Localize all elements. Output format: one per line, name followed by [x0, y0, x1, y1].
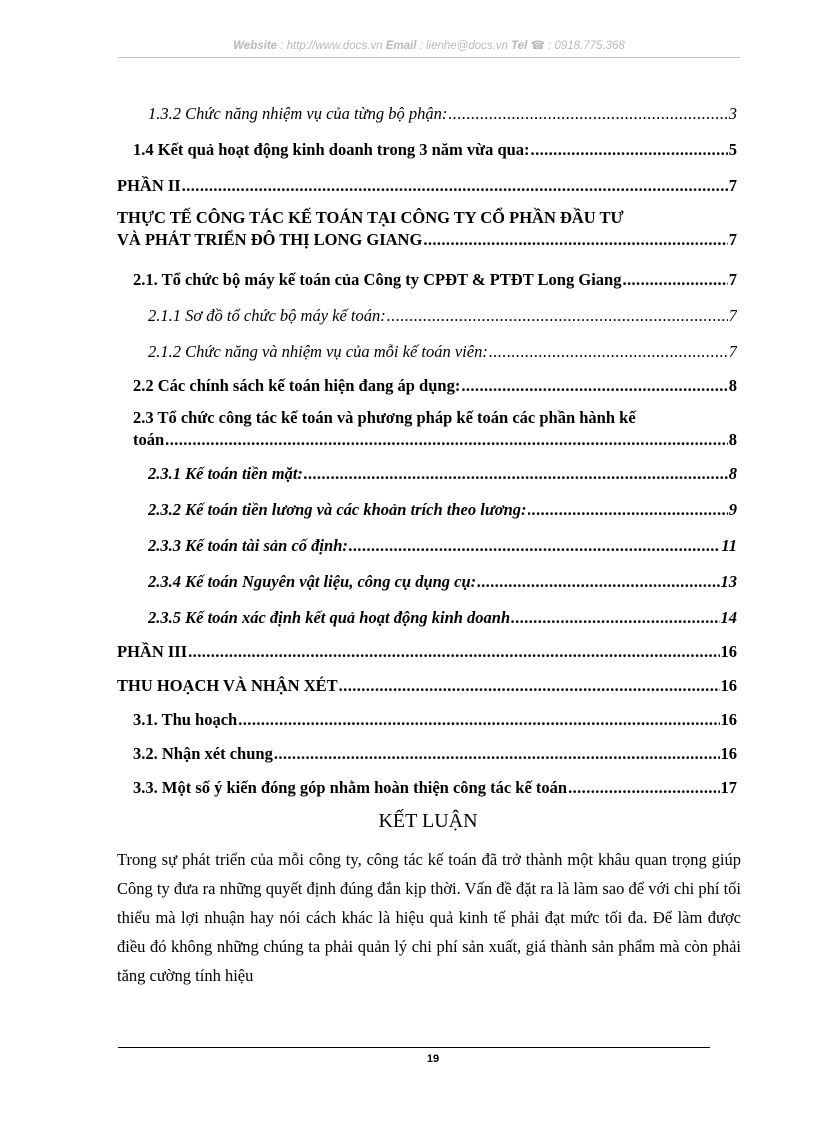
- tel-label: Tel: [511, 40, 528, 52]
- toc-entry-label: THU HOẠCH VÀ NHẬN XÉT: [117, 676, 338, 695]
- conclusion-heading: KẾT LUẬN: [378, 810, 478, 832]
- toc-entry-page: 7: [728, 176, 737, 195]
- email-label: Email: [385, 40, 417, 52]
- toc-entry-page: 16: [720, 710, 737, 729]
- toc-entry-label: 2.1. Tổ chức bộ máy kế toán của Công ty CPĐT & PTĐT Long Giang: [133, 270, 622, 289]
- toc-entry-label: PHẦN III: [117, 642, 188, 661]
- toc-leader: [165, 430, 728, 450]
- toc-entry[interactable]: [148, 500, 737, 520]
- toc-entry-label: 2.1.1 Sơ đồ tổ chức bộ máy kế toán:: [148, 306, 386, 325]
- toc-entry-page: 13: [720, 572, 737, 591]
- footer-divider: [118, 1047, 710, 1048]
- toc-entry[interactable]: [133, 744, 737, 764]
- toc-entry-label: 2.3.2 Kế toán tiền lương và các khoản trích theo lương:: [148, 500, 527, 519]
- toc-leader: [477, 572, 719, 592]
- toc-leader: [304, 464, 728, 484]
- toc-leader: [461, 376, 727, 396]
- toc-leader: [238, 710, 719, 730]
- toc-entry-page: 8: [728, 464, 737, 483]
- toc-entry-label: 2.3.4 Kế toán Nguyên vật liệu, công cụ dụng cụ:: [148, 572, 477, 591]
- toc-entry[interactable]: [133, 140, 737, 160]
- toc-entry[interactable]: [148, 464, 737, 484]
- toc-entry[interactable]: [133, 430, 737, 450]
- toc-entry-label: 3.1. Thu hoạch: [133, 710, 238, 729]
- toc-entry[interactable]: [133, 778, 737, 798]
- toc-entry[interactable]: [117, 642, 737, 662]
- toc-entry-page: 3: [728, 104, 737, 123]
- toc-entry[interactable]: [148, 104, 737, 124]
- toc-entry-page: 5: [728, 140, 737, 159]
- toc-entry-label: 1.4 Kết quả hoạt động kinh doanh trong 3 năm vừa qua:: [133, 140, 530, 159]
- toc-entry[interactable]: [117, 176, 737, 196]
- toc-entry[interactable]: [133, 270, 737, 290]
- toc-entry-label: 1.3.2 Chức năng nhiệm vụ của từng bộ phận:: [148, 104, 448, 123]
- toc-leader: [489, 342, 728, 362]
- toc-entry-label: 2.1.2 Chức năng và nhiệm vụ của mỗi kế toán viên:: [148, 342, 488, 361]
- toc-entry-page: 17: [720, 778, 737, 797]
- toc-entry-label: PHẦN II: [117, 176, 181, 195]
- toc-entry-page: 16: [720, 744, 737, 763]
- toc-leader: [531, 140, 728, 160]
- toc-entry-label: 2.3.5 Kế toán xác định kết quả hoạt động kinh doanh: [148, 608, 511, 627]
- toc-entry-page: 7: [728, 230, 737, 249]
- toc-entry[interactable]: [148, 608, 737, 628]
- toc-leader: [387, 306, 728, 326]
- toc-entry[interactable]: [117, 676, 737, 696]
- conclusion-paragraph: Trong sự phát triển của mỗi công ty, công tác kế toán đã trở thành một khâu quan trọng giúp Công ty đưa ra những quyết định đúng đắn kịp thời. Vấn đề đặt ra là làm sao để với chi phí tối thiểu mà lợi nhuận hay nói cách khác là hiệu quả kinh tế phải đạt mức tối đa. Để làm được điều đó không những chúng ta phải quản lý chi phí sản xuất, giá thành sản phẩm mà còn phải tăng cường tính hiệu: [117, 850, 741, 985]
- tel-value: ☎ : 0918.775.368: [527, 40, 625, 52]
- toc-entry-label: 2.3.1 Kế toán tiền mặt:: [148, 464, 303, 483]
- toc-entry-page: 16: [720, 642, 737, 661]
- toc-entry-page: 11: [721, 536, 737, 555]
- toc-entry-label: 2.2 Các chính sách kế toán hiện đang áp dụng:: [133, 376, 461, 395]
- toc-entry-page: 8: [728, 430, 737, 449]
- page-header: [118, 38, 740, 52]
- toc-leader: [423, 230, 727, 250]
- toc-leader: [511, 608, 719, 628]
- toc-leader: [274, 744, 720, 764]
- website-value: : http://www.docs.vn: [277, 40, 386, 52]
- toc-entry[interactable]: [133, 710, 737, 730]
- toc-entry-first-line: THỰC TẾ CÔNG TÁC KẾ TOÁN TẠI CÔNG TY CỔ PHẦN ĐẦU TƯ: [117, 208, 624, 227]
- toc-entry-page: 7: [728, 270, 737, 289]
- toc-entry[interactable]: [148, 572, 737, 592]
- toc-leader: [568, 778, 719, 798]
- toc-entry[interactable]: [148, 306, 737, 326]
- toc-entry-label: toán: [133, 430, 165, 449]
- toc-entry-page: 9: [728, 500, 737, 519]
- toc-leader: [339, 676, 720, 696]
- toc-entry[interactable]: [148, 536, 737, 556]
- toc-entry-label: 2.3.3 Kế toán tài sản cố định:: [148, 536, 348, 555]
- toc-entry-label: 3.2. Nhận xét chung: [133, 744, 273, 763]
- toc-entry[interactable]: [117, 230, 737, 250]
- page-number: 19: [426, 1053, 440, 1065]
- toc-entry-first-line: 2.3 Tổ chức công tác kế toán và phương pháp kế toán các phần hành kế: [133, 408, 636, 427]
- toc-entry-page: 8: [728, 376, 737, 395]
- website-label: Website: [233, 40, 278, 52]
- toc-leader: [622, 270, 727, 290]
- toc-entry-label: VÀ PHÁT TRIỂN ĐÔ THỊ LONG GIANG: [117, 230, 423, 249]
- toc-entry-page: 7: [728, 342, 737, 361]
- toc-entry-page: 16: [720, 676, 737, 695]
- toc-leader: [188, 642, 719, 662]
- toc-entry-label: 3.3. Một số ý kiến đóng góp nhằm hoàn thiện công tác kế toán: [133, 778, 568, 797]
- toc-entry-page: 7: [728, 306, 737, 325]
- toc-entry[interactable]: [148, 342, 737, 362]
- toc-leader: [349, 536, 721, 556]
- toc-leader: [448, 104, 727, 124]
- toc-leader: [182, 176, 728, 196]
- toc-entry[interactable]: [133, 376, 737, 396]
- toc-entry-page: 14: [720, 608, 737, 627]
- email-value: : lienhe@docs.vn: [416, 40, 512, 52]
- toc-leader: [528, 500, 728, 520]
- header-divider: [118, 57, 740, 58]
